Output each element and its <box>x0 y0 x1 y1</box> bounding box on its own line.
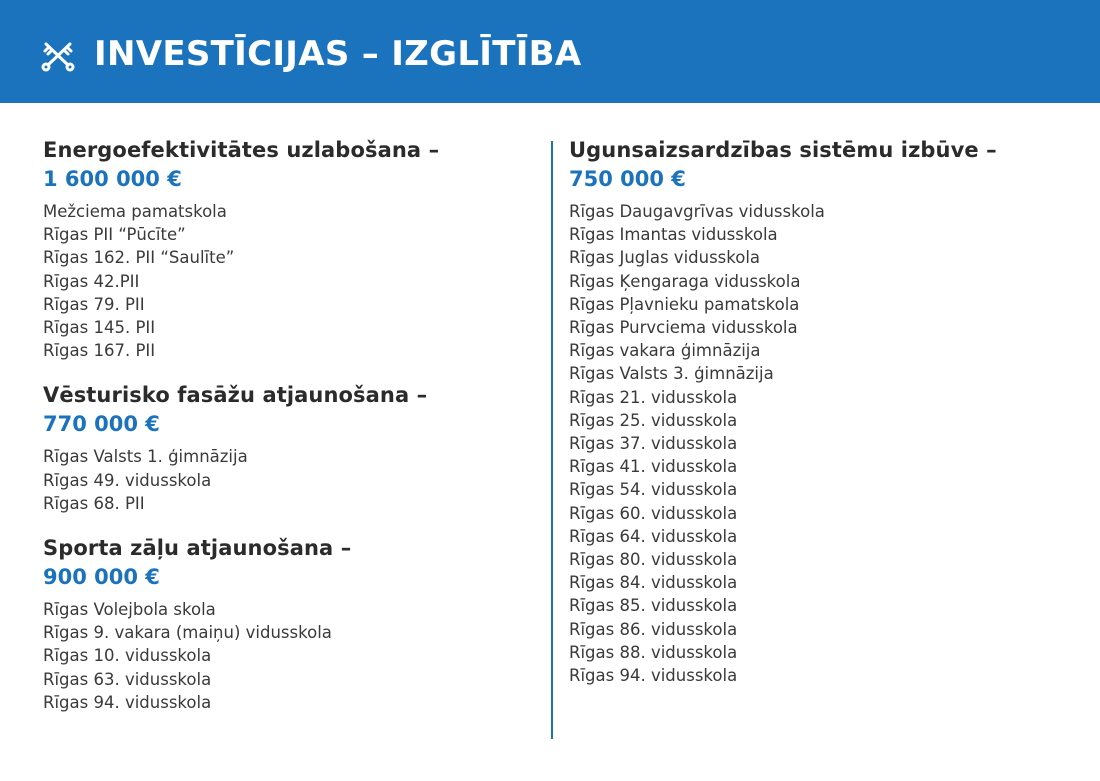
page-header <box>0 0 1100 103</box>
list-item: Rīgas 37. vidusskola <box>569 434 738 454</box>
school-list <box>43 598 523 714</box>
list-item: Rīgas Valsts 1. ģimnāzija <box>43 447 248 467</box>
list-item: Rīgas 94. vidusskola <box>43 692 212 712</box>
list-item: Rīgas Ķengaraga vidusskola <box>569 271 801 291</box>
list-item: Rīgas 54. vidusskola <box>569 480 738 500</box>
right-column <box>569 136 1069 706</box>
list-item: Rīgas 49. vidusskola <box>43 470 212 490</box>
section-amount: 900 000 € <box>43 565 160 590</box>
list-item: Rīgas Purvciema vidusskola <box>569 318 798 338</box>
section-amount: 1 600 000 € <box>43 167 182 191</box>
list-item: Rīgas vakara ģimnāzija <box>569 341 761 361</box>
list-item: Rīgas Pļavnieku pamatskola <box>569 294 800 314</box>
list-item: Rīgas 80. vidusskola <box>569 550 738 570</box>
list-item: Rīgas 42.PII <box>43 271 140 291</box>
section-title: Energoefektivitātes uzlabošana – <box>43 138 440 162</box>
list-item: Mežciema pamatskola <box>43 202 227 221</box>
investment-section <box>43 534 523 714</box>
list-item: Rīgas PII “Pūcīte” <box>43 225 186 245</box>
investment-section <box>43 136 523 362</box>
list-item: Rīgas 63. vidusskola <box>43 669 212 689</box>
section-amount: 770 000 € <box>43 412 160 437</box>
list-item: Rīgas 79. PII <box>43 294 145 314</box>
school-list <box>43 445 523 515</box>
section-title: Ugunsaizsardzības sistēmu izbūve – <box>569 138 997 162</box>
section-title: Sporta zāļu atjaunošana – <box>43 536 352 561</box>
list-item: Rīgas 60. vidusskola <box>569 503 738 523</box>
investment-section <box>569 136 1069 687</box>
list-item: Rīgas 162. PII “Saulīte” <box>43 248 235 268</box>
list-item: Rīgas 88. vidusskola <box>569 642 738 662</box>
list-item: Rīgas 84. vidusskola <box>569 573 738 593</box>
list-item: Rīgas 41. vidusskola <box>569 457 738 477</box>
list-item: Rīgas 86. vidusskola <box>569 619 738 639</box>
list-item: Rīgas 25. vidusskola <box>569 410 738 430</box>
list-item: Rīgas 21. vidusskola <box>569 387 738 407</box>
list-item: Rīgas Valsts 3. ģimnāzija <box>569 364 774 384</box>
list-item: Rīgas Juglas vidusskola <box>569 248 761 268</box>
list-item: Rīgas 85. vidusskola <box>569 596 738 616</box>
left-column <box>43 136 523 733</box>
school-list <box>569 200 1069 687</box>
list-item: Rīgas 145. PII <box>43 318 156 338</box>
list-item: Rīgas Volejbola skola <box>43 600 216 620</box>
school-list <box>43 200 523 362</box>
investment-section <box>43 381 523 515</box>
list-item: Rīgas 68. PII <box>43 493 145 513</box>
section-title: Vēsturisko fasāžu atjaunošana – <box>43 383 428 408</box>
crossed-keys-icon <box>38 38 78 72</box>
list-item: Rīgas Imantas vidusskola <box>569 225 778 245</box>
column-divider <box>551 141 553 739</box>
list-item: Rīgas 64. vidusskola <box>569 526 738 546</box>
list-item: Rīgas 10. vidusskola <box>43 646 212 666</box>
list-item: Rīgas 9. vakara (maiņu) vidusskola <box>43 623 332 643</box>
list-item: Rīgas 94. vidusskola <box>569 666 738 686</box>
page-title: INVESTĪCIJAS – IZGLĪTĪBA <box>94 34 582 74</box>
section-amount: 750 000 € <box>569 167 686 191</box>
list-item: Rīgas 167. PII <box>43 341 156 361</box>
list-item: Rīgas Daugavgrīvas vidusskola <box>569 202 825 221</box>
